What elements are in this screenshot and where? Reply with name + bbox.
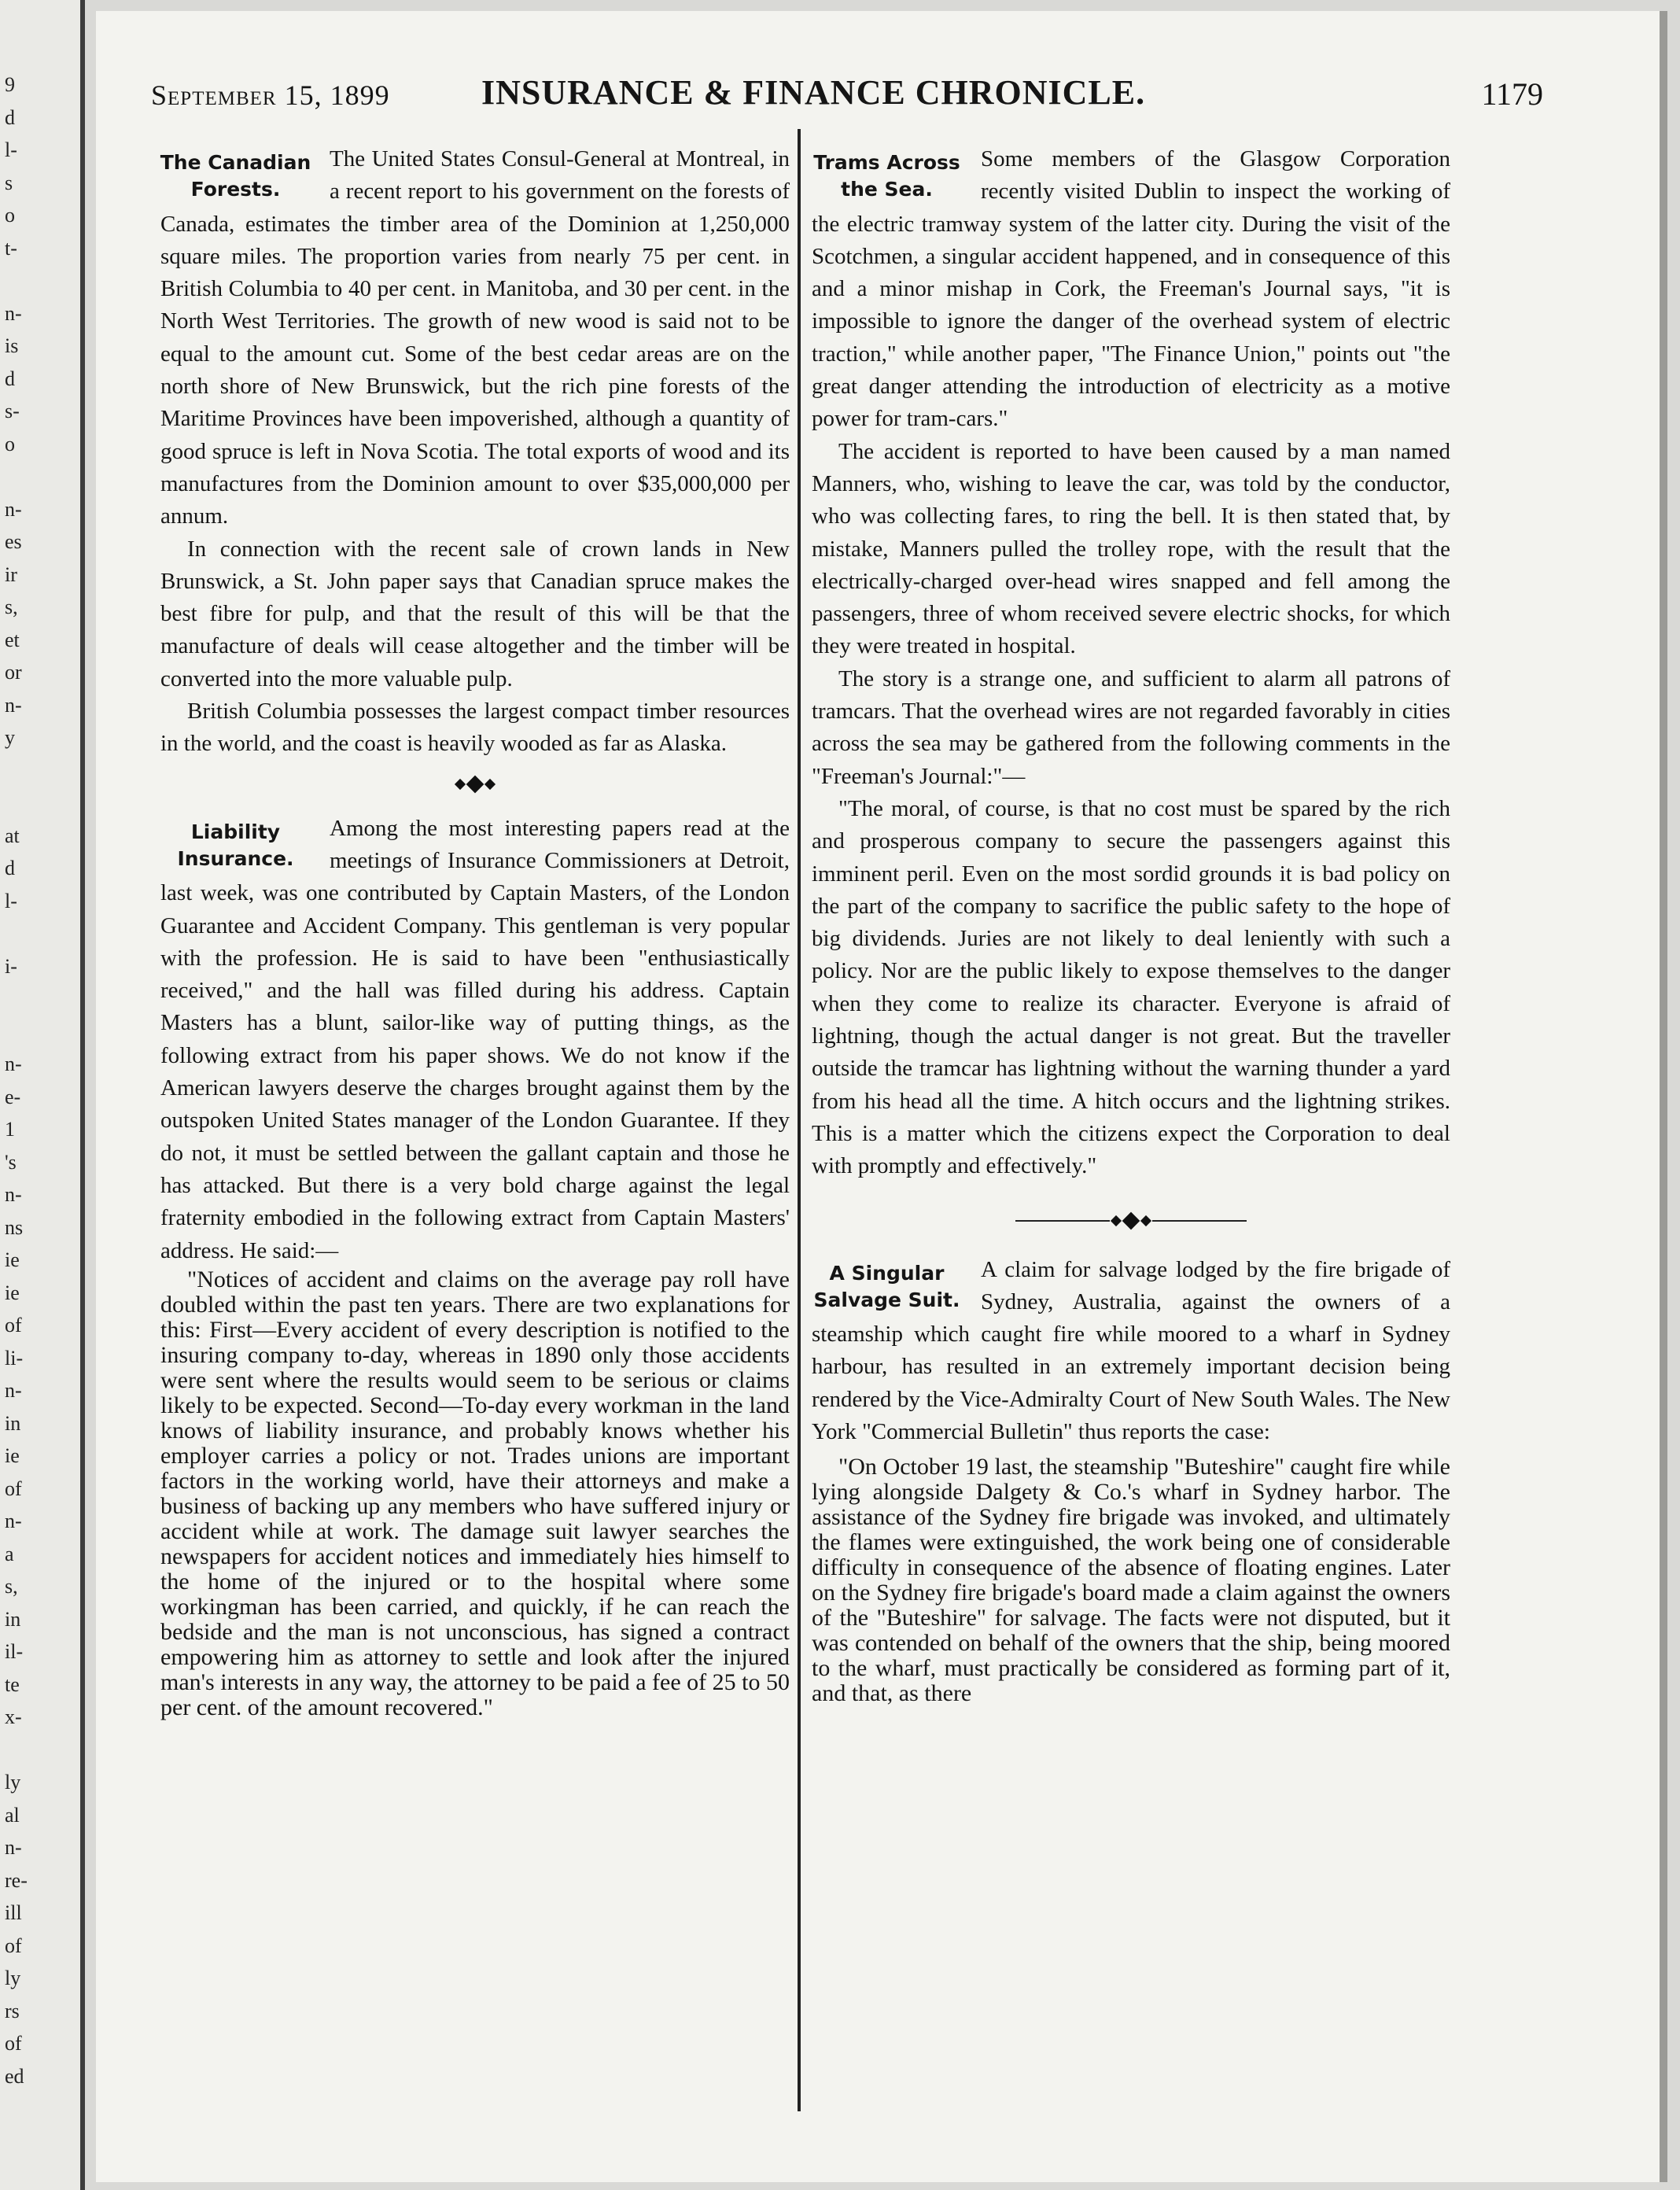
previous-page-fragment: at — [5, 824, 20, 847]
newspaper-page — [96, 11, 1667, 2182]
article-paragraph: The United States Consul-General at Montreal, in a recent report to his government on the forests of Canada, estimates the timber area of the Dominion at 1,250,000 square miles. The proportion varies from nearly 75 per cent. in British Columbia to 40 per cent. in Manitoba, and 30 per cent. in the North West Territories. The growth of new wood is said not to be equal to the amount cut. Some of the best cedar areas are on the north shore of New Brunswick, but the rich pine forests of the Maritime Provinces have been impoverished, although a quantity of good spruce is left in Nova Scotia. The total exports of wood and its manufactures from the Dominion amount to over $35,000,000 per annum. — [160, 146, 790, 529]
previous-page-fragment: n- — [5, 693, 22, 717]
previous-page-fragment: ie — [5, 1444, 20, 1467]
previous-page-fragment: a — [5, 1542, 14, 1565]
previous-page-fragment: ly — [5, 1967, 21, 1989]
previous-page-fragment: s, — [5, 595, 18, 618]
previous-page-fragment: n- — [5, 1053, 22, 1075]
previous-page-edge — [0, 0, 85, 2190]
previous-page-fragment: ns — [5, 1215, 24, 1239]
previous-page-fragment: ly — [5, 1771, 21, 1794]
previous-page-fragment: il- — [5, 1640, 24, 1663]
previous-page-fragment: li- — [5, 1346, 24, 1370]
previous-page-fragment: d — [5, 367, 15, 390]
article-paragraph: The accident is reported to have been caused by a man named Manners, who, wishing to leave the car, was told by the conductor, who was collecting fares, to ring the bell. It is then stated that, by mistake, Manners pulled the trolley rope, with the result that the electrically-charged over-head wires snapped and fell among the passengers, three of whom received severe electric shocks, for which they were treated in hospital. — [812, 438, 1450, 659]
page-header — [151, 72, 1543, 120]
previous-page-fragment: ill — [5, 1901, 22, 1924]
previous-page-fragment: 1 — [5, 1118, 15, 1141]
previous-page-fragment: n- — [5, 497, 22, 521]
previous-page-fragment: ir — [5, 562, 17, 586]
previous-page-fragment: n- — [5, 1183, 22, 1206]
previous-page-fragment: x- — [5, 1705, 22, 1728]
article-trams-across-the-sea — [812, 143, 1450, 1183]
article-paragraph: Some members of the Glasgow Corporation recently visited Dublin to inspect the working of the electric tramway system of the latter city. During the visit of the Scotchmen, a singular accident happened, and in consequence of this and a minor mishap in Cork, the Freeman's Journal says, "it is impossible to ignore the danger of the overhead system of electric traction," while another paper, "The Finance Union," points out "the great danger attending the introduction of electricity as a motive power for tram-cars." — [812, 146, 1450, 432]
article-canadian-forests — [160, 143, 790, 761]
previous-page-fragment: t- — [5, 236, 17, 260]
section-ornament — [160, 770, 790, 798]
previous-page-fragment: or — [5, 661, 22, 684]
previous-page-fragment: o — [5, 204, 15, 227]
previous-page-fragment: re- — [5, 1868, 28, 1892]
previous-page-fragment: 9 — [5, 73, 15, 96]
article-liability-insurance — [160, 813, 790, 1720]
previous-page-fragment: ie — [5, 1281, 20, 1304]
previous-page-fragment: l- — [5, 138, 17, 161]
section-ornament — [812, 1207, 1450, 1235]
previous-page-fragment: al — [5, 1803, 20, 1827]
article-heading: Trams Across the Sea. — [813, 151, 960, 201]
article-singular-salvage-suit — [812, 1254, 1450, 1707]
previous-page-fragment: of — [5, 2032, 22, 2055]
article-heading: A Singular Salvage Suit. — [813, 1261, 960, 1311]
previous-page-fragment: d — [5, 105, 15, 129]
previous-page-fragment: y — [5, 726, 15, 749]
article-paragraph: Among the most interesting papers read at the meetings of Insurance Commissioners at Detroit, last week, was one contributed by Captain Masters, of the London Guarantee and Accident Company. This gentleman is very popular with the profession. He is said to have been "enthusiastically received," and the hall was filled during his address. Captain Masters has a blunt, sailor-like way of putting things, as the following extract from his paper shows. We do not know if the American lawyers deserve the charges brought against them by the outspoken United States manager of the London Guarantee. If they do not, it must be settled between the gallant captain and those he has attacked. But there is a very bold charge against the legal fraternity embodied in the following extract from Captain Masters' address. He said:— — [160, 815, 790, 1263]
article-paragraph: "The moral, of course, is that no cost must be spared by the rich and prosperous company to secure the passengers against this imminent peril. Even on the most sordid grounds it is bad policy on the part of the company to sacrifice the public safety to the hope of big dividends. Juries are not likely to deal leniently with such a policy. Nor are the public likely to expose themselves to the danger when they come to realize its character. Everyone is afraid of lightning, though the actual danger is not great. But the traveller outside the tramcar has lightning without the warning thunder a yard from his head all the time. A hitch occurs and the lightning strikes. This is a matter which the citizens expect the Corporation to deal with promptly and effectively." — [812, 795, 1450, 1179]
previous-page-fragment: n- — [5, 301, 22, 325]
previous-page-fragment: l- — [5, 889, 17, 912]
article-quote: "On October 19 last, the steamship "Buteshire" caught fire while lying alongside Dalgety & Co.'s wharf in Sydney harbor. The assistance of the Sydney fire brigade was invoked, and ultimately the flames were extinguished, the work being one of considerable difficulty in consequence of the absence of floating engines. Later on the Sydney fire brigade's board made a claim against the owners of the "Buteshire" for salvage. The facts were not disputed, but it was contended on behalf of the owners that the ship, being moored to the wharf, must practically be considered as forming part of it, and that, as there — [812, 1454, 1450, 1707]
previous-page-fragment: 's — [5, 1150, 17, 1174]
article-paragraph: British Columbia possesses the largest compact timber resources in the world, and the coast is heavily wooded as far as Alaska. — [160, 699, 790, 757]
previous-page-fragment: es — [5, 530, 22, 553]
page-edge-shadow — [1660, 11, 1667, 2182]
article-quote: "Notices of accident and claims on the average pay roll have doubled within the past ten years. There are two explanations for this: First—Every accident of every description is notified to the insuring company to-day, whereas in 1890 only those accidents were sent where the results would seem to be serious or claims likely to be expected. Second—To-day every workman in the land knows of liability insurance, and probably knows whether his employer carries a policy or not. Trades unions are important factors in the working world, have their attorneys and make a business of backing up any members who have suffered injury or accident while at work. The damage suit lawyer searches the newspapers for accident notices and immediately hies himself to the home of the injured or to the hospital where some workingman has been carried, and quickly, if he can reach the bedside and the man is not unconscious, has signed a contract empowering him as attorney to settle and look after the injured man's interests in any way, the attorney to be paid a fee of 25 to 50 per cent. of the amount recovered." — [160, 1266, 790, 1720]
article-heading: Liability Insurance. — [177, 820, 294, 870]
previous-page-fragment: in — [5, 1411, 21, 1435]
previous-page-fragment: of — [5, 1477, 22, 1500]
previous-page-fragment: o — [5, 432, 15, 455]
previous-page-fragment: s, — [5, 1575, 18, 1598]
publication-title: INSURANCE & FINANCE CHRONICLE. — [481, 73, 1146, 112]
right-column — [812, 143, 1450, 1706]
previous-page-fragment: s- — [5, 400, 20, 422]
previous-page-fragment: ed — [5, 2064, 24, 2088]
previous-page-fragment: rs — [5, 1999, 20, 2022]
page-number: 1179 — [1481, 76, 1543, 112]
previous-page-fragment: n- — [5, 1836, 22, 1859]
left-column — [160, 143, 790, 1720]
previous-page-fragment: in — [5, 1607, 21, 1631]
previous-page-fragment: s — [5, 171, 13, 194]
previous-page-fragment: of — [5, 1934, 22, 1957]
previous-page-fragment: d — [5, 857, 15, 879]
issue-date: September 15, 1899 — [151, 79, 390, 111]
previous-page-fragment: e- — [5, 1085, 21, 1108]
article-paragraph: A claim for salvage lodged by the fire brigade of Sydney, Australia, against the owners of a steamship which caught fire while moored to a wharf in Sydney harbour, has resulted in an extremely important decision being rendered by the Vice-Admiralty Court of New South Wales. The New York "Commercial Bulletin" thus reports the case: — [812, 1256, 1450, 1444]
previous-page-fragment: is — [5, 334, 19, 357]
article-paragraph: The story is a strange one, and sufficient to alarm all patrons of tramcars. That the overhead wires are not regarded favorably in cities across the sea may be gathered from the following comments in the "Freeman's Journal:"— — [812, 665, 1450, 789]
previous-page-fragment: n- — [5, 1510, 22, 1532]
previous-page-fragment: of — [5, 1314, 22, 1336]
previous-page-fragment: i- — [5, 954, 17, 978]
column-divider — [798, 129, 801, 2111]
article-paragraph: In connection with the recent sale of crown lands in New Brunswick, a St. John paper says that Canadian spruce makes the best fibre for pulp, and that the result of this will be that the manufacture of deals will cease altogether and the timber will be converted into the more valuable pulp. — [160, 536, 790, 691]
previous-page-fragment: n- — [5, 1379, 22, 1402]
previous-page-fragment: et — [5, 628, 20, 651]
previous-page-fragment: ie — [5, 1248, 20, 1271]
previous-page-fragment: te — [5, 1672, 20, 1696]
article-heading: The Canadian Forests. — [160, 151, 311, 201]
